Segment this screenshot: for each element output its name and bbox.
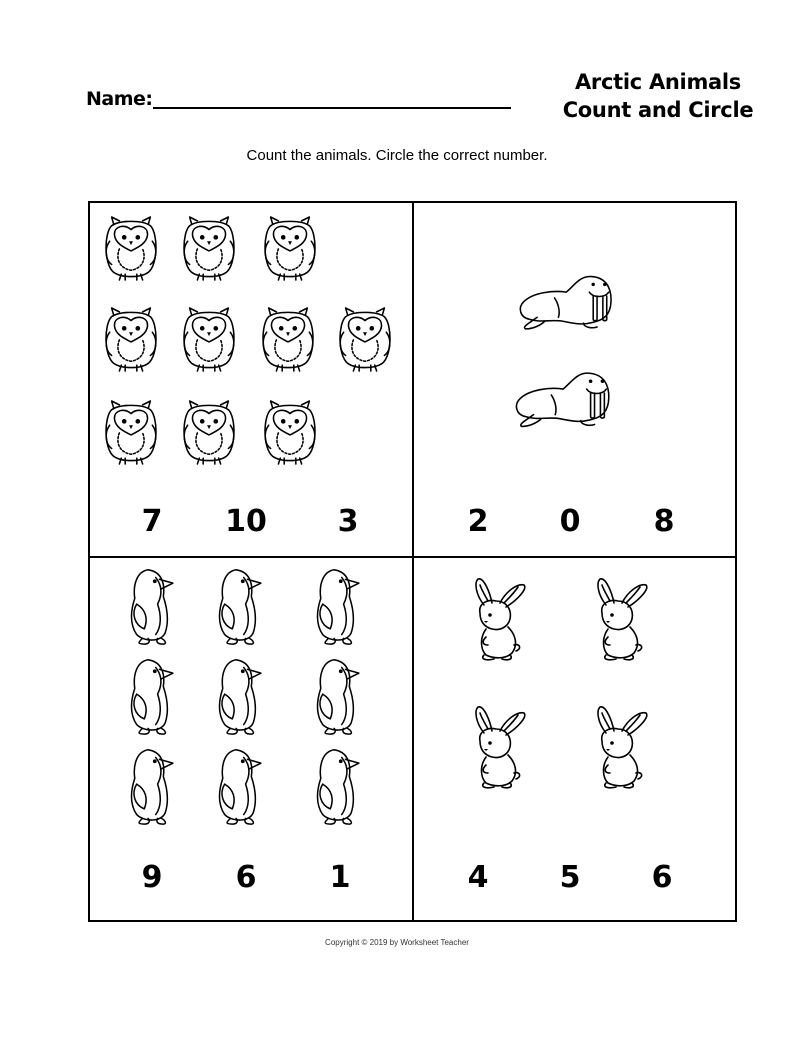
walrus-icon	[508, 350, 626, 438]
name-field[interactable]	[153, 107, 511, 109]
answer-choice[interactable]: 3	[337, 504, 359, 539]
owl-icon	[259, 396, 321, 468]
owl-icon	[100, 212, 162, 284]
penguin-icon	[122, 566, 178, 646]
worksheet-title	[548, 68, 768, 124]
penguin-icon	[308, 656, 364, 736]
answer-choice[interactable]: 5	[559, 860, 581, 895]
answer-choice[interactable]: 8	[653, 504, 675, 539]
rabbit-icon	[466, 698, 530, 796]
answer-choice[interactable]: 7	[141, 504, 163, 539]
walrus-icon	[512, 263, 628, 331]
name-label: Name:	[86, 88, 153, 110]
answer-choice[interactable]: 9	[141, 860, 163, 895]
owl-icon	[178, 303, 240, 375]
penguin-icon	[210, 746, 266, 826]
answer-choice[interactable]: 10	[225, 504, 267, 539]
owl-icon	[178, 212, 240, 284]
rabbit-icon	[588, 570, 652, 668]
penguin-icon	[308, 566, 364, 646]
instructions: Count the animals. Circle the correct number.	[246, 147, 548, 164]
answer-choice[interactable]: 2	[467, 504, 489, 539]
penguin-icon	[210, 566, 266, 646]
answer-choice[interactable]: 0	[559, 504, 581, 539]
penguin-icon	[122, 656, 178, 736]
penguin-icon	[210, 656, 266, 736]
title-line-2: Count and Circle	[562, 98, 754, 122]
title-line-1: Arctic Animals	[574, 70, 741, 94]
answer-choice[interactable]: 4	[467, 860, 489, 895]
rabbit-icon	[588, 698, 652, 796]
owl-icon	[100, 396, 162, 468]
answer-choice[interactable]: 6	[651, 860, 673, 895]
owl-icon	[259, 212, 321, 284]
grid-horizontal-divider	[88, 556, 737, 558]
penguin-icon	[308, 746, 364, 826]
rabbit-icon	[466, 570, 530, 668]
grid-vertical-divider	[412, 201, 414, 922]
owl-icon	[334, 303, 396, 375]
owl-icon	[178, 396, 240, 468]
owl-icon	[257, 303, 319, 375]
answer-choice[interactable]: 6	[235, 860, 257, 895]
copyright-footer: Copyright © 2019 by Worksheet Teacher	[325, 938, 469, 947]
answer-choice[interactable]: 1	[329, 860, 351, 895]
penguin-icon	[122, 746, 178, 826]
owl-icon	[100, 303, 162, 375]
